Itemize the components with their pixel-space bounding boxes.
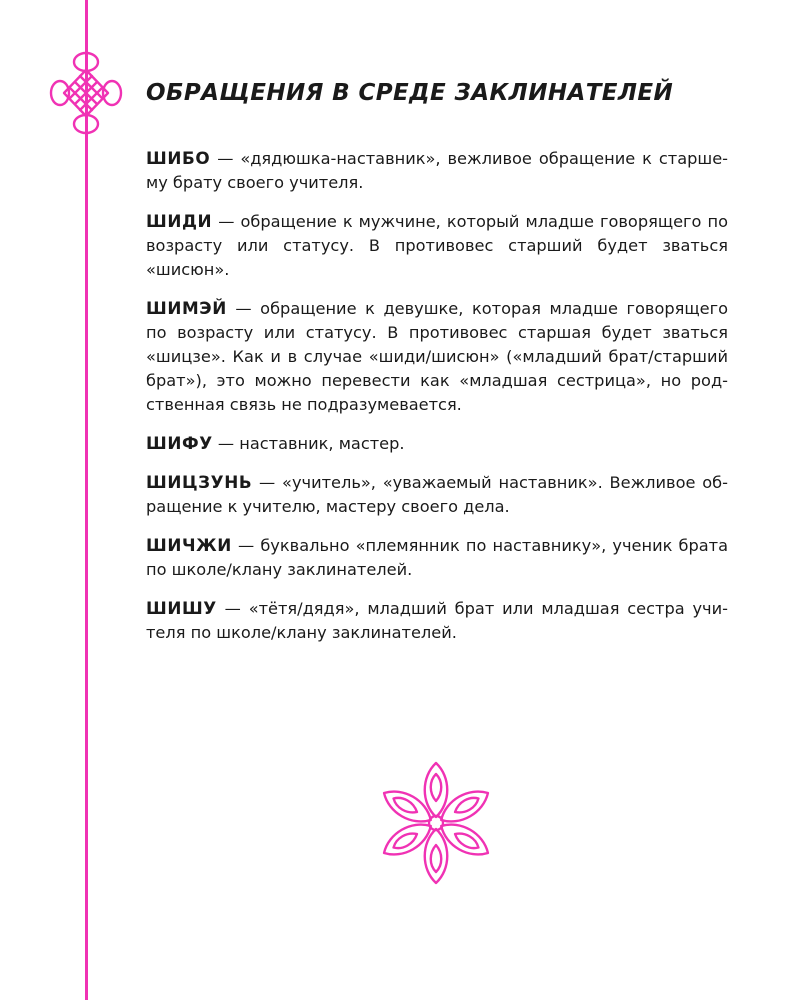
glossary-entry: [146, 146, 728, 195]
glossary-entry: [146, 209, 728, 282]
entry-term: ШИФУ: [146, 433, 213, 453]
page-title: ОБРАЩЕНИЯ В СРЕДЕ ЗАКЛИНАТЕЛЕЙ: [146, 80, 674, 106]
entry-definition: — «учитель», «уважаемый наставник». Вежливое обращение к учителю, мастеру своего дела.: [146, 473, 728, 516]
glossary-entry: [146, 596, 728, 645]
entry-term: ШИЦЗУНЬ: [146, 472, 253, 492]
glossary-entry: [146, 431, 728, 456]
glossary: [146, 146, 728, 659]
entry-term: ШИБО: [146, 148, 211, 168]
glossary-entry: [146, 470, 728, 519]
entry-term: ШИМЭЙ: [146, 298, 227, 318]
entry-term: ШИДИ: [146, 211, 213, 231]
entry-definition: — обращение к мужчине, который младше говорящего по возрасту или статусу. В противовес старший будет зваться «шисюн».: [146, 212, 728, 279]
entry-term: ШИЧЖИ: [146, 535, 232, 555]
entry-definition: — «тётя/дядя», младший брат или младшая сестра учителя по школе/клану заклинателей.: [146, 599, 728, 642]
glossary-entry: [146, 296, 728, 417]
entry-term: ШИШУ: [146, 598, 217, 618]
lotus-flower-icon: [368, 755, 504, 891]
entry-definition: — наставник, мастер.: [212, 434, 405, 453]
glossary-entry: [146, 533, 728, 582]
endless-knot-icon: [46, 46, 126, 140]
entry-definition: — обращение к девушке, которая младше говорящего по возрасту или статусу. В противовес старшая будет зваться «шицзе». Как и в случае «шиди/шисюн» («младший брат/старший брат»), это можно перевести как «младшая сестрица», но родственная связь не подразумевается.: [146, 299, 728, 414]
entry-definition: — «дядюшка-наставник», вежливое обращение к старшему брату своего учителя.: [146, 149, 728, 192]
entry-definition: — буквально «племянник по наставнику», ученик брата по школе/клану заклинателей.: [146, 536, 728, 579]
decorative-vertical-line: [85, 0, 88, 1000]
